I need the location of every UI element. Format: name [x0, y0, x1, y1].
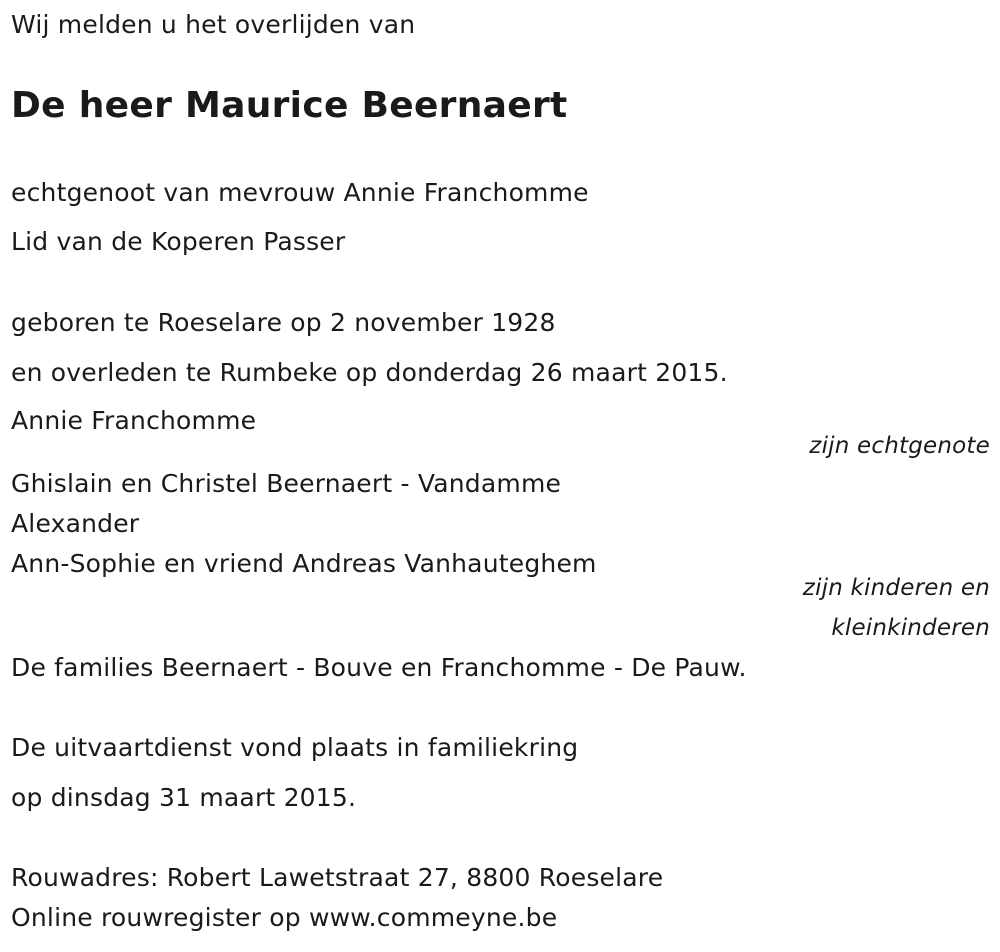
- child-line-1: Ghislain en Christel Beernaert - Vandamme: [11, 469, 562, 498]
- spouse-line: echtgenoot van mevrouw Annie Franchomme: [11, 178, 589, 207]
- death-line: en overleden te Rumbeke op donderdag 26 maart 2015.: [11, 358, 728, 387]
- funeral-line-1: De uitvaartdienst vond plaats in familiekring: [11, 733, 579, 762]
- child-line-2: Alexander: [11, 509, 140, 538]
- birth-line: geboren te Roeselare op 2 november 1928: [11, 308, 556, 337]
- intro-text: Wij melden u het overlijden van: [11, 10, 416, 39]
- spouse-relation-label: zijn echtgenote: [809, 433, 990, 459]
- families-line: De families Beernaert - Bouve en Franchomme - De Pauw.: [11, 653, 747, 682]
- membership-line: Lid van de Koperen Passer: [11, 227, 346, 256]
- children-relation-label-1: zijn kinderen en: [802, 575, 990, 601]
- funeral-line-2: op dinsdag 31 maart 2015.: [11, 783, 357, 812]
- family-spouse-name: Annie Franchomme: [11, 406, 257, 435]
- online-register-line: Online rouwregister op www.commeyne.be: [11, 903, 558, 932]
- deceased-name-heading: De heer Maurice Beernaert: [11, 85, 568, 126]
- children-relation-label-2: kleinkinderen: [831, 615, 990, 641]
- child-line-3: Ann-Sophie en vriend Andreas Vanhauteghem: [11, 549, 597, 578]
- address-line: Rouwadres: Robert Lawetstraat 27, 8800 Roeselare: [11, 863, 664, 892]
